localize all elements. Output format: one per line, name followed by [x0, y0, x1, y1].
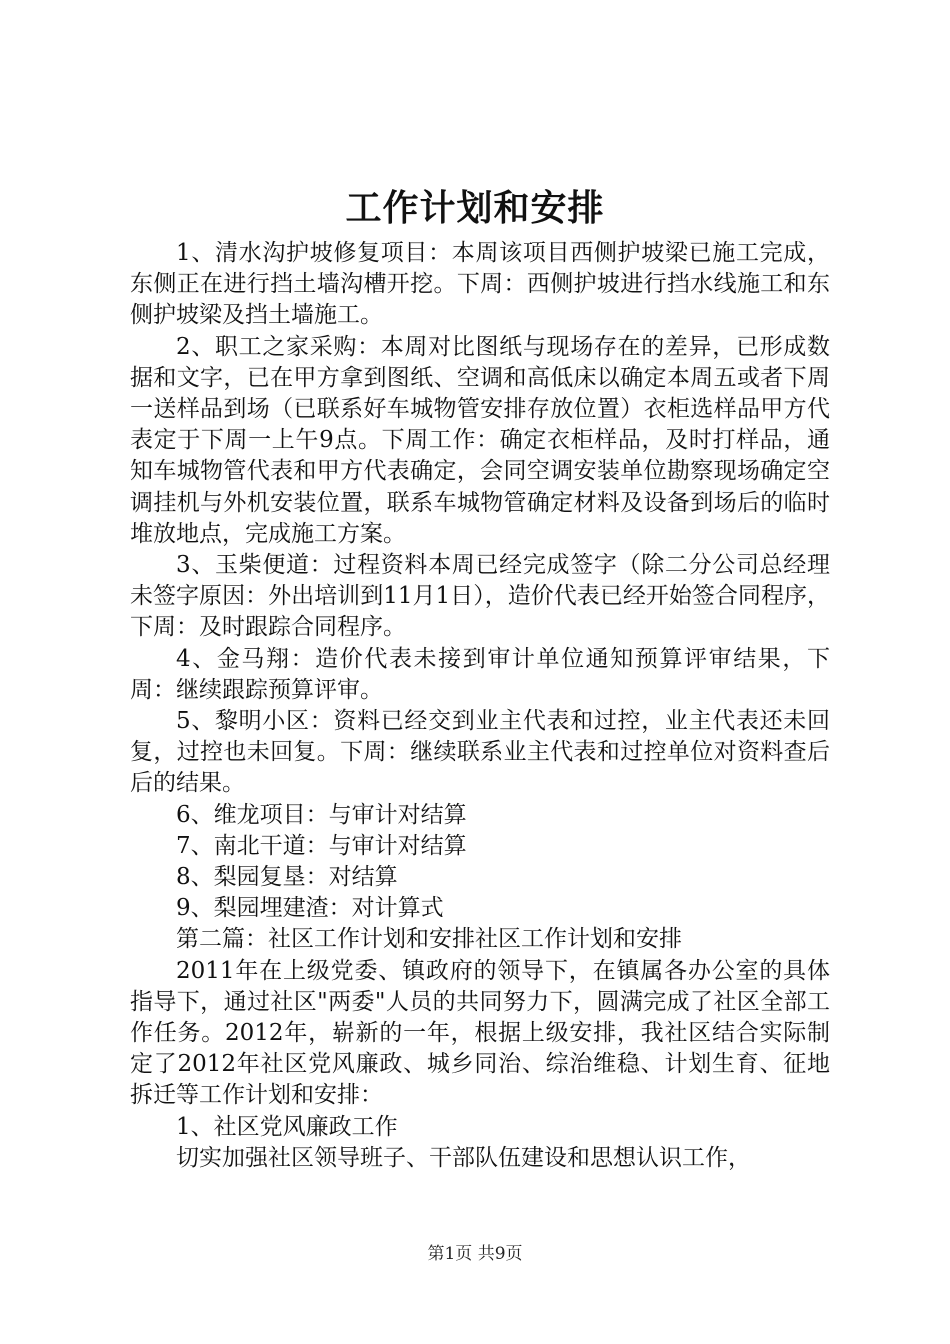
- paragraph-7: 7、南北干道：与审计对结算: [176, 832, 467, 859]
- paragraph-5: 5、黎明小区：资料已经交到业主代表和过控，业主代表还未回复，过控也未回复。下周：继续联系业主代表和过控单位对资料查后后的结果。: [130, 708, 830, 797]
- paragraph-2: 2、职工之家采购：本周对比图纸与现场存在的差异，已形成数据和文字，已在甲方拿到图纸、空调和高低床以确定本周五或者下周一送样品到场（已联系好车城物管安排存放位置）衣柜选样品甲方代表定于下周一上午9点。下周工作：确定衣柜样品，及时打样品，通知车城物管代表和甲方代表确定，会同空调安装单位勘察现场确定空调挂机与外机安装位置，联系车城物管确定材料及设备到场后的临时堆放地点，完成施工方案。: [130, 333, 830, 547]
- paragraph-6: 6、维龙项目：与审计对结算: [176, 801, 467, 828]
- subheading-1: 1、社区党风廉政工作: [176, 1113, 398, 1140]
- paragraph-4: 4、金马翔：造价代表未接到审计单位通知预算评审结果，下周：继续跟踪预算评审。: [130, 645, 830, 703]
- paragraph-intro: 2011年在上级党委、镇政府的领导下，在镇属各办公室的具体指导下，通过社区"两委"人员的共同努力下，圆满完成了社区全部工作任务。2012年，崭新的一年，根据上级安排，我社区结合实际制定了2012年社区党风廉政、城乡同治、综治维稳、计划生育、征地拆迁等工作计划和安排：: [130, 957, 830, 1109]
- section-heading: 第二篇：社区工作计划和安排社区工作计划和安排: [176, 926, 682, 953]
- paragraph-3: 3、玉柴便道：过程资料本周已经完成签字（除二分公司总经理未签字原因：外出培训到11月1日），造价代表已经开始签合同程序，下周：及时跟踪合同程序。: [130, 552, 830, 641]
- document-title: 工作计划和安排: [345, 187, 605, 229]
- paragraph-1: 1、清水沟护坡修复项目：本周该项目西侧护坡梁已施工完成，东侧正在进行挡土墙沟槽开挖。下周：西侧护坡进行挡水线施工和东侧护坡梁及挡土墙施工。: [130, 240, 830, 329]
- page-footer: 第1页 共9页: [427, 1244, 523, 1264]
- paragraph-8: 8、梨园复垦：对结算: [176, 864, 398, 891]
- paragraph-9: 9、梨园埋建渣：对计算式: [176, 895, 444, 922]
- paragraph-last: 切实加强社区领导班子、干部队伍建设和思想认识工作，: [176, 1144, 751, 1171]
- document-body: [130, 238, 830, 1174]
